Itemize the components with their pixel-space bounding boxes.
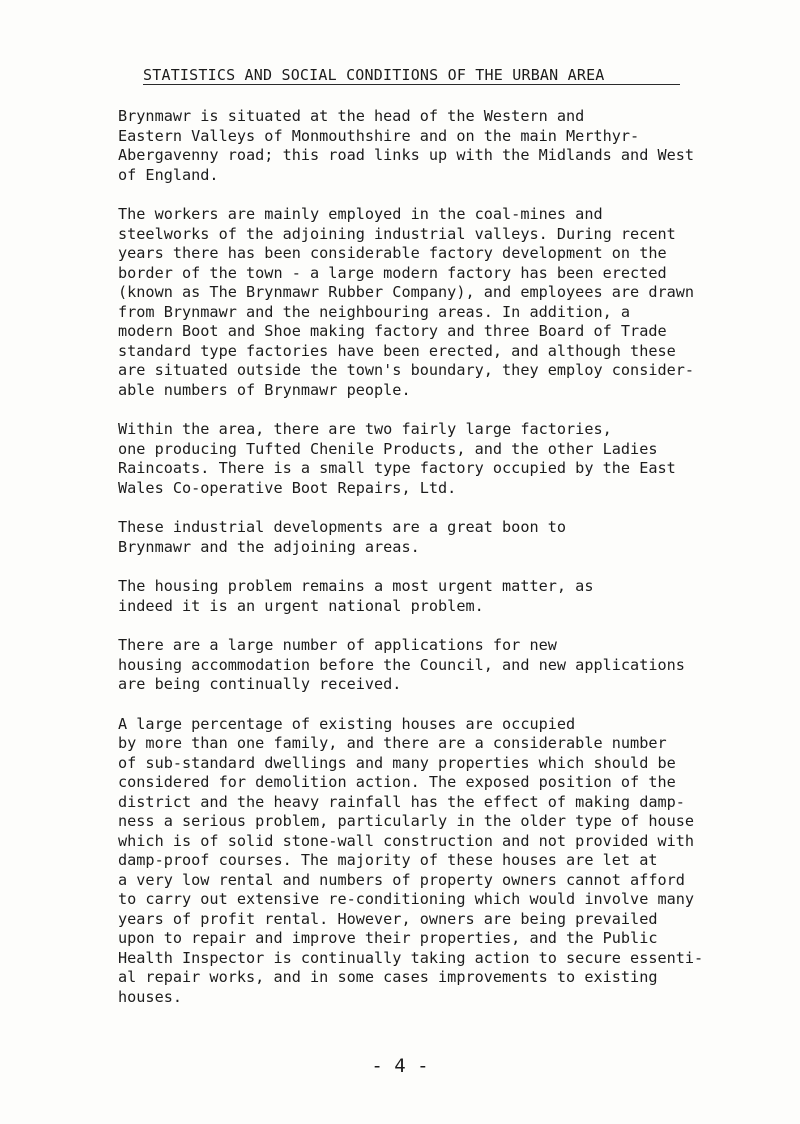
paragraph (56, 636, 756, 695)
text-line: al repair works, and in some cases improvements to existing (118, 968, 658, 986)
text-line: damp-proof courses. The majority of these houses are let at (118, 851, 658, 869)
text-line: of sub-standard dwellings and many properties which should be (118, 753, 676, 772)
text-line: able numbers of Brynmawr people. (118, 380, 411, 399)
page-number: - 4 - (371, 1055, 429, 1077)
paragraph (56, 205, 756, 400)
paragraph (56, 420, 756, 498)
section-heading: STATISTICS AND SOCIAL CONDITIONS OF THE URBAN AREA (143, 66, 605, 84)
text-line: border of the town - a large modern factory has been erected (118, 263, 667, 282)
text-line: a very low rental and numbers of property owners cannot afford (118, 870, 685, 889)
text-line: The housing problem remains a most urgent matter, as (118, 577, 594, 595)
text-line: Brynmawr is situated at the head of the Western and (118, 107, 585, 125)
text-line: upon to repair and improve their properties, and the Public (118, 929, 658, 947)
text-line: standard type factories have been erected, and although these (118, 341, 676, 360)
text-line: These industrial developments are a great boon to (118, 518, 567, 536)
text-line: indeed it is an urgent national problem. (118, 596, 484, 615)
heading-underline (143, 84, 680, 85)
text-line: modern Boot and Shoe making factory and three Board of Trade (118, 322, 667, 340)
text-line: of England. (118, 165, 219, 184)
text-line: years of profit rental. However, owners are being prevailed (118, 909, 658, 928)
text-line: are being continually received. (118, 675, 402, 693)
text-line: houses. (118, 987, 183, 1006)
paragraph (56, 715, 756, 1008)
text-line: are situated outside the town's boundary, they employ consider- (118, 361, 695, 379)
text-line: to carry out extensive re-conditioning which would involve many (118, 890, 695, 908)
text-line: considered for demolition action. The exposed position of the (118, 773, 676, 791)
text-line: district and the heavy rainfall has the effect of making damp- (118, 792, 685, 811)
text-line: Eastern Valleys of Monmouthshire and on the main Merthyr- (118, 126, 640, 145)
text-line: Within the area, there are two fairly large factories, (118, 420, 612, 438)
text-line: which is of solid stone-wall construction and not provided with (118, 831, 695, 850)
text-line: The workers are mainly employed in the coal-mines and (118, 205, 603, 223)
text-line: from Brynmawr and the neighbouring areas. In addition, a (118, 302, 631, 321)
text-line: Abergavenny road; this road links up with the Midlands and West (118, 146, 695, 164)
text-line: ness a serious problem, particularly in the older type of house (118, 812, 695, 830)
text-line: Wales Co-operative Boot Repairs, Ltd. (118, 478, 457, 497)
text-line: A large percentage of existing houses are occupied (118, 714, 576, 733)
text-line: Brynmawr and the adjoining areas. (118, 537, 420, 556)
text-line: (known as The Brynmawr Rubber Company), and employees are drawn (118, 283, 695, 301)
text-line: one producing Tufted Chenile Products, and the other Ladies (118, 439, 658, 458)
text-line: years there has been considerable factory development on the (118, 244, 667, 262)
paragraph (56, 577, 756, 616)
text-line: steelworks of the adjoining industrial valleys. During recent (118, 224, 676, 243)
text-line: Health Inspector is continually taking action to secure essenti- (118, 948, 704, 967)
text-line: Raincoats. There is a small type factory occupied by the East (118, 459, 676, 477)
text-line: There are a large number of applications for new (118, 636, 557, 654)
paragraph (56, 518, 756, 557)
text-line: by more than one family, and there are a considerable number (118, 734, 667, 752)
body-text (56, 107, 756, 1027)
paragraph (56, 107, 756, 185)
text-line: housing accommodation before the Council, and new applications (118, 655, 685, 674)
